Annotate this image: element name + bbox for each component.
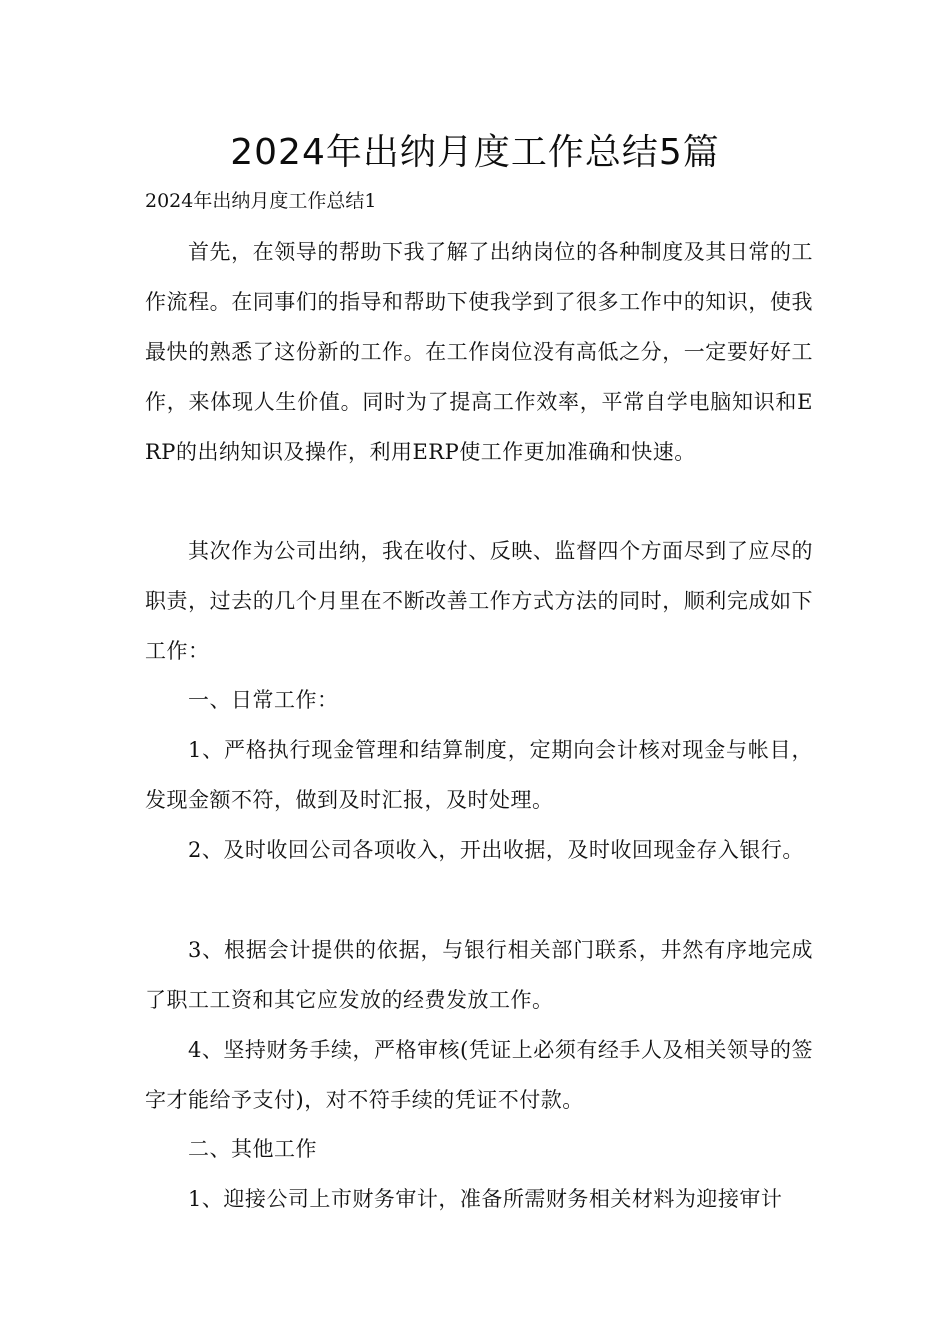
list-item-3: 3、根据会计提供的依据，与银行相关部门联系，井然有序地完成了职工工资和其它应发放的经费发放工作。 bbox=[145, 938, 813, 1012]
section-heading-other-work: 二、其他工作 bbox=[188, 1137, 317, 1161]
list-item-other-1: 1、迎接公司上市财务审计，准备所需财务相关材料为迎接审计 bbox=[188, 1187, 783, 1211]
paragraph-duties: 其次作为公司出纳，我在收付、反映、监督四个方面尽到了应尽的职责，过去的几个月里在不断改善工作方式方法的同时，顺利完成如下工作： bbox=[145, 539, 813, 663]
section-heading-daily-work: 一、日常工作： bbox=[188, 688, 339, 712]
list-item-2: 2、及时收回公司各项收入，开出收据，及时收回现金存入银行。 bbox=[188, 838, 804, 862]
paragraph-intro: 首先，在领导的帮助下我了解了出纳岗位的各种制度及其日常的工作流程。在同事们的指导和帮助下使我学到了很多工作中的知识，使我最快的熟悉了这份新的工作。在工作岗位没有高低之分，一定要好好工作，来体现人生价值。同时为了提高工作效率，平常自学电脑知识和ERP的出纳知识及操作，利用ERP使工作更加准确和快速。 bbox=[145, 240, 813, 464]
list-item-4: 4、坚持财务手续，严格审核(凭证上必须有经手人及相关领导的签字才能给予支付)，对不符手续的凭证不付款。 bbox=[145, 1038, 813, 1112]
list-item-1: 1、严格执行现金管理和结算制度，定期向会计核对现金与帐目，发现金额不符，做到及时汇报，及时处理。 bbox=[145, 738, 813, 812]
document-title: 2024年出纳月度工作总结5篇 bbox=[230, 132, 720, 173]
document-subtitle: 2024年出纳月度工作总结1 bbox=[145, 190, 377, 212]
